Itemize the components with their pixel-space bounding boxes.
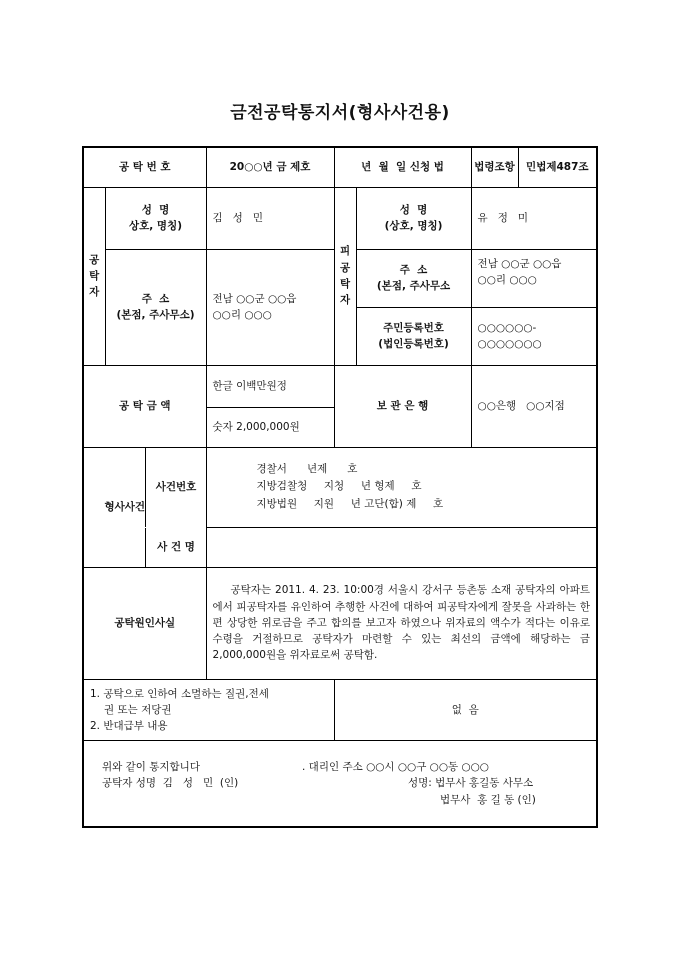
- agent-signature: 법무사 홍 길 동 (인): [440, 793, 536, 806]
- law-value: 민법제487조: [518, 147, 597, 187]
- case-line-prosecution: 지방검찰청 지청 년 형제 호: [256, 480, 422, 493]
- depositor-section-label: 공 탁 자: [83, 187, 105, 365]
- case-name-row: [157, 527, 597, 567]
- rights-value: 없 음: [334, 679, 597, 741]
- depositor-address-label: 주 소 (본점, 주사무소): [105, 249, 206, 365]
- beneficiary-section-label: 피 공 탁 자: [334, 187, 356, 365]
- agent-address: . 대리인 주소 ○○시 ○○구 ○○동 ○○○: [302, 761, 489, 774]
- criminal-case-label: 형사사건: [83, 447, 206, 567]
- rights-label: 1. 공탁으로 인하여 소멸하는 질권,전세 권 또는 저당권 2. 반대급부 내용: [83, 679, 334, 741]
- date-label: 년 월 일 신청 법: [334, 147, 471, 187]
- law-label: 법령조항: [471, 147, 518, 187]
- beneficiary-id-value: ○○○○○○- ○○○○○○○: [471, 307, 597, 365]
- document-title: 금전공탁통지서(형사사건용): [230, 103, 450, 123]
- amount-number: 숫자 2,000,000원: [206, 407, 334, 447]
- case-name-label: 사 건 명: [145, 528, 207, 567]
- depositor-address-value: 전남 ○○군 ○○읍 ○○리 ○○○: [206, 249, 334, 365]
- case-line-police: 경찰서 년제 호: [256, 463, 358, 476]
- beneficiary-name-value: 유 정 미: [471, 187, 597, 249]
- header-row: [83, 147, 597, 187]
- beneficiary-name-label: 성 명 (상호, 명칭): [356, 187, 471, 249]
- depositor-name-label: 성 명 상호, 명칭): [105, 187, 206, 249]
- deposit-notice-form: [82, 146, 598, 828]
- bank-label: 보 관 은 행: [334, 365, 471, 447]
- case-line-court: 지방법원 지원 년 고단(합) 제 호: [256, 497, 444, 510]
- agent-office: 성명: 법무사 홍길동 사무소: [408, 777, 534, 790]
- beneficiary-address-label: 주 소 (본점, 주사무소: [356, 249, 471, 307]
- deposit-no-value: 20○○년 금 제호: [206, 147, 334, 187]
- case-number-lines: [207, 461, 597, 513]
- beneficiary-address-value: 전남 ○○군 ○○읍 ○○리 ○○○: [471, 249, 597, 307]
- depositor-signature: 공탁자 성명 김 성 민 (인): [102, 777, 239, 790]
- bank-value: ○○은행 ○○지점: [471, 365, 597, 447]
- beneficiary-id-label: 주민등록번호 (법인등록번호): [356, 307, 471, 365]
- amount-korean: 한글 이백만원정: [206, 365, 334, 407]
- cause-text: 공탁자는 2011. 4. 23. 10:00경 서울시 강서구 등촌동 소재 공탁자의 아파트에서 피공탁자를 유인하여 추행한 사건에 대하여 피공탁자에게 잘못을 사과하는 한편 상당한 위로금을 주고 합의를 보고자 하였으나 위자료의 액수가 적다는 이유로 수령을 거절하므로 공탁자가 마련할 수 있는 최선의 금액에 해당하는 금 2,000,000원을 위자료로써 공탁함.: [206, 567, 597, 679]
- notice-statement: 위와 같이 통지합니다: [102, 761, 200, 774]
- amount-label: 공 탁 금 액: [83, 365, 206, 447]
- case-number-row: [155, 447, 597, 527]
- cause-label: 공탁원인사실: [83, 567, 206, 679]
- case-number-label: 사건번호: [145, 448, 207, 527]
- depositor-name-value: 김 성 민: [206, 187, 334, 249]
- footer-block: [83, 741, 597, 827]
- deposit-no-label: 공 탁 번 호: [83, 147, 206, 187]
